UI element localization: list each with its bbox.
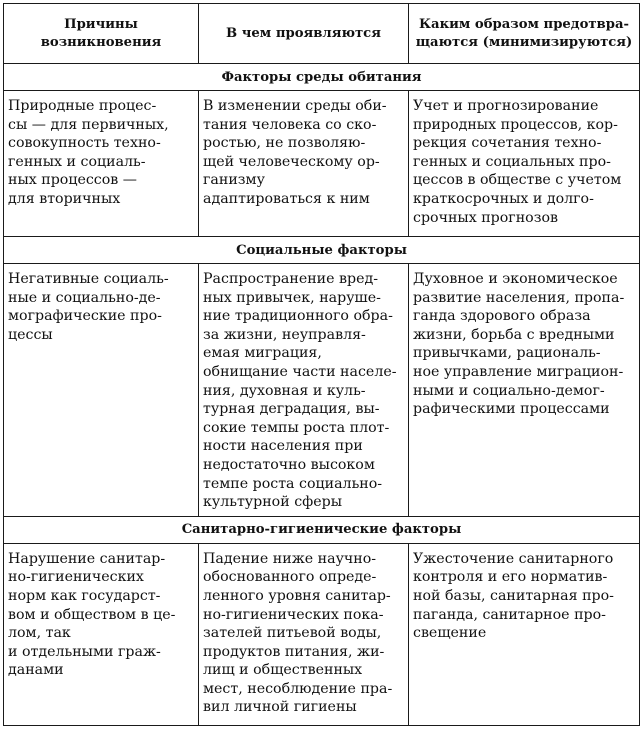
cell-line: Падение ниже научно- (203, 550, 377, 567)
cell-line: генных и социаль- (8, 153, 146, 170)
cell-line: мографические про- (8, 308, 162, 325)
cell-line: зателей питьевой воды, (203, 625, 382, 642)
cell-line: привычками, рациональ- (413, 345, 601, 362)
cell-line: паганда, санитарное про- (413, 606, 606, 623)
table-body (4, 4, 640, 726)
cell-line: ных процессов — (8, 172, 137, 189)
section-header-row (4, 237, 640, 264)
cell-line: вил личной гигиены (203, 699, 357, 716)
cell-line: сы — для первичных, (8, 116, 169, 133)
header-line: Каким образом предотвра- (419, 16, 629, 32)
cell-line: для вторичных (8, 190, 121, 207)
cell-line: обнищание части населе- (203, 363, 397, 380)
manifestations-cell (199, 91, 409, 237)
cell-line: и отдельными граж- (8, 643, 161, 660)
causes-cell (4, 91, 199, 237)
header-line: возникновения (40, 34, 162, 50)
cell-line: свещение (413, 625, 487, 642)
cell-line: лищ и общественных (203, 662, 363, 679)
cell-line: генных и социальных про- (413, 153, 611, 170)
cell-line: норм как государст- (8, 587, 161, 604)
header-line: щаются (минимизируются) (415, 34, 633, 50)
factors-table (3, 3, 640, 726)
cell-line: Нарушение санитар- (8, 550, 166, 567)
header-manifestations (199, 4, 409, 64)
section-header-row (4, 64, 640, 91)
cell-line: ния, духовная и куль- (203, 382, 366, 399)
prevention-cell (409, 543, 640, 725)
prevention-cell (409, 91, 640, 237)
cell-line: природных процессов, кор- (413, 116, 618, 133)
cell-line: мест, несоблюдение пра- (203, 680, 393, 697)
cell-line: недостаточно высоком (203, 456, 375, 473)
causes-cell (4, 264, 199, 517)
cell-line: рафическими процессами (413, 401, 610, 418)
cell-line: Духовное и экономическое (413, 271, 618, 287)
cell-line: ганизму (203, 172, 265, 189)
cell-line: Негативные социаль- (8, 271, 169, 287)
cell-line: но-гигиенических (8, 569, 144, 586)
causes-cell (4, 543, 199, 725)
cell-line: В изменении среды оби- (203, 98, 387, 114)
cell-line: тания человека со ско- (203, 116, 377, 133)
cell-line: ганда здорового образа (413, 308, 591, 325)
cell-line: краткосрочных и долго- (413, 190, 594, 207)
cell-line: данами (8, 662, 64, 679)
prevention-cell (409, 264, 640, 517)
cell-line: Ужесточение санитарного (413, 550, 614, 567)
cell-line: контроля и его норматив- (413, 569, 608, 586)
cell-line: Природные процес- (8, 98, 157, 114)
table-row (4, 264, 640, 517)
table-row (4, 91, 640, 237)
cell-line: жизни, борьба с вредными (413, 326, 615, 343)
manifestations-cell (199, 543, 409, 725)
section-title: Социальные факторы (4, 237, 640, 264)
cell-line: темпе роста социально- (203, 475, 383, 492)
cell-line: ных привычек, наруше- (203, 289, 381, 306)
cell-line: ленного уровня санитар- (203, 587, 391, 604)
cell-line: культурной сферы (203, 494, 343, 511)
cell-line: ние традиционного обра- (203, 308, 393, 325)
section-header-row (4, 516, 640, 543)
section-title: Факторы среды обитания (4, 64, 640, 91)
header-causes (4, 4, 199, 64)
cell-line: развитие населения, пропа- (413, 289, 625, 306)
cell-line: щей человеческому ор- (203, 153, 380, 170)
cell-line: лом, так (8, 625, 71, 642)
cell-line: адаптироваться к ним (203, 190, 370, 207)
cell-line: цессы (8, 326, 53, 343)
cell-line: турная деградация, вы- (203, 401, 380, 418)
cell-line: сокие темпы роста плот- (203, 419, 390, 436)
header-row (4, 4, 640, 64)
cell-line: продуктов питания, жи- (203, 643, 385, 660)
cell-line: ности населения при (203, 438, 363, 455)
cell-line: ное управление миграцион- (413, 363, 624, 380)
cell-line: рекция сочетания техно- (413, 135, 602, 152)
cell-line: но-гигиенических пока- (203, 606, 384, 623)
cell-line: за жизни, неуправля- (203, 326, 366, 343)
cell-line: совокупность техно- (8, 135, 161, 152)
manifestations-cell (199, 264, 409, 517)
header-prevention (409, 4, 640, 64)
cell-line: Распространение вред- (203, 271, 379, 287)
section-title: Санитарно-гигиенические факторы (4, 516, 640, 543)
cell-line: вом и обществом в це- (8, 606, 176, 623)
cell-line: ные и социально-де- (8, 289, 161, 306)
cell-line: ными и социально-демог- (413, 382, 605, 399)
table-row (4, 543, 640, 725)
cell-line: срочных прогнозов (413, 209, 558, 226)
cell-line: ростью, не позволяю- (203, 135, 366, 152)
header-line: Причины (64, 16, 138, 32)
cell-line: цессов в обществе с учетом (413, 172, 622, 189)
cell-line: емая миграция, (203, 345, 322, 362)
cell-line: обоснованного опреде- (203, 569, 377, 586)
header-line: В чем проявляются (226, 25, 381, 41)
cell-line: ной базы, санитарная про- (413, 587, 614, 604)
cell-line: Учет и прогнозирование (413, 98, 599, 114)
